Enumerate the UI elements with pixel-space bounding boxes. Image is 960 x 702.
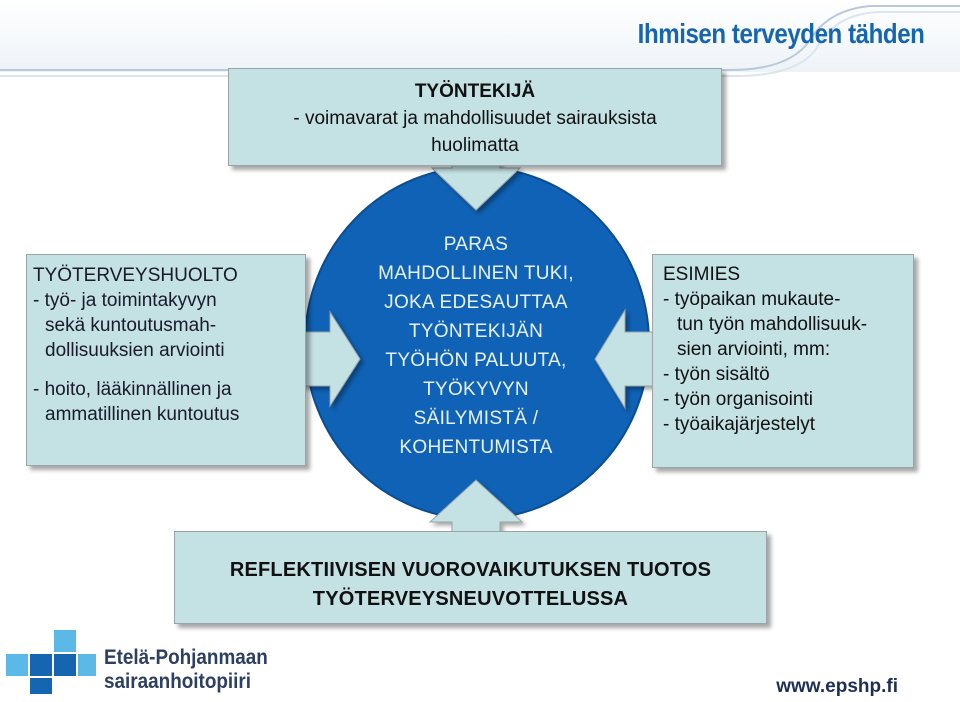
center-line-5: TYÖHÖN PALUUTA, bbox=[385, 350, 567, 371]
hospital-district-logo-icon bbox=[0, 626, 100, 696]
logo-line-1: Etelä-Pohjanmaan bbox=[104, 646, 268, 669]
website-url: www.epshp.fi bbox=[776, 676, 898, 697]
occupational-health-line-4: dollisuuksien arviointi bbox=[45, 340, 225, 361]
logo-text bbox=[104, 646, 268, 694]
occupational-health-line-1: TYÖTERVEYSHUOLTO bbox=[33, 265, 238, 286]
occupational-health-line-5: - hoito, lääkinnällinen ja bbox=[33, 379, 232, 400]
supervisor-line-4: sien arviointi, mm: bbox=[677, 339, 831, 360]
supervisor-line-3: tun työn mahdollisuuk- bbox=[677, 314, 868, 335]
center-line-1: PARAS bbox=[443, 234, 509, 255]
header-title: Ihmisen terveyden tähden bbox=[637, 18, 924, 49]
employee-line-2: huolimatta bbox=[431, 135, 519, 156]
center-line-7: SÄILYMISTÄ / bbox=[413, 408, 539, 429]
negotiation-box bbox=[174, 531, 767, 624]
supervisor-line-7: - työaikajärjestelyt bbox=[663, 414, 816, 435]
employee-box bbox=[228, 68, 722, 166]
center-line-2: MAHDOLLINEN TUKI, bbox=[378, 263, 574, 284]
center-line-6: TYÖKYVYN bbox=[423, 379, 529, 400]
negotiation-line-2: TYÖTERVEYSNEUVOTTELUSSA bbox=[312, 588, 629, 610]
supervisor-line-5: - työn sisältö bbox=[663, 364, 770, 385]
occupational-health-line-2: - työ- ja toimintakyvyn bbox=[33, 290, 217, 311]
employee-line-1: - voimavarat ja mahdollisuudet sairauksista bbox=[293, 108, 657, 129]
supervisor-box bbox=[652, 254, 914, 468]
center-text bbox=[330, 230, 622, 462]
occupational-health-line-3: sekä kuntoutusmah- bbox=[45, 315, 217, 336]
supervisor-line-2: - työpaikan mukaute- bbox=[663, 289, 841, 310]
logo-line-2: sairaanhoitopiiri bbox=[104, 670, 252, 693]
center-line-4: TYÖNTEKIJÄN bbox=[408, 321, 544, 342]
supervisor-line-1: ESIMIES bbox=[663, 264, 741, 285]
occupational-health-line-6: ammatillinen kuntoutus bbox=[45, 404, 240, 425]
occupational-health-box bbox=[26, 254, 306, 466]
center-line-3: JOKA EDESAUTTAA bbox=[384, 292, 568, 313]
supervisor-line-6: - työn organisointi bbox=[663, 389, 813, 410]
negotiation-line-1: REFLEKTIIVISEN VUOROVAIKUTUKSEN TUOTOS bbox=[229, 559, 712, 581]
employee-title: TYÖNTEKIJÄ bbox=[414, 81, 536, 102]
center-line-8: KOHENTUMISTA bbox=[399, 437, 553, 458]
